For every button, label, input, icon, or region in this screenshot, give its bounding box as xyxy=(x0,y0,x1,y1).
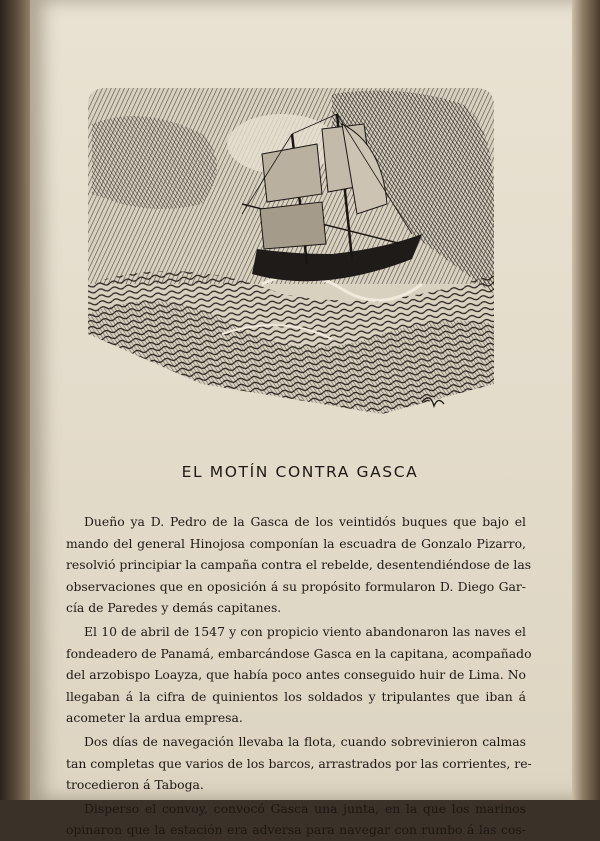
text-line: mando del general Hinojosa componían la escuadra de Gonzalo Pizarro, xyxy=(66,535,526,551)
text-line: observaciones que en oposición á su propósito formularon D. Diego Gar- xyxy=(66,578,526,594)
text-line: Dueño ya D. Pedro de la Gasca de los veintidós buques que bajo el xyxy=(84,514,526,529)
chapter-title: EL MOTÍN CONTRA GASCA xyxy=(181,463,419,481)
text-line: fondeadero de Panamá, embarcándose Gasca en la capitana, acompañado xyxy=(66,645,532,661)
text-line: Dos días de navegación llevaba la flota, cuando sobrevinieron calmas xyxy=(84,733,526,749)
text-line: Disperso el convoy, convocó Gasca una junta, en la que los marinos xyxy=(84,800,526,816)
paragraph xyxy=(66,731,532,796)
paragraph xyxy=(66,798,526,841)
text-line: opinaron que la estación era adversa para navegar con rumbo á las cos- xyxy=(66,822,526,838)
paragraph xyxy=(66,621,532,729)
paragraph xyxy=(66,511,532,619)
body-text xyxy=(66,511,532,841)
text-line: del arzobispo Loayza, que había poco antes conseguido huir de Lima. No xyxy=(66,667,526,683)
text-line: El 10 de abril de 1547 y con propicio viento abandonaron las naves el xyxy=(84,623,526,639)
text-line: resolvió principiar la campaña contra el rebelde, desentendiéndose de las xyxy=(66,557,532,573)
text-line: trocedieron á Taboga. xyxy=(66,777,204,793)
text-line: llegaban á la cifra de quinientos los soldados y tripulantes que iban á xyxy=(66,688,526,704)
book-right-edge xyxy=(572,0,600,800)
text-line: acometer la ardua empresa. xyxy=(66,710,243,726)
text-line: tan completas que varios de los barcos, arrastrados por las corrientes, re- xyxy=(66,755,532,771)
ship-in-storm-engraving xyxy=(82,84,500,424)
text-line: cía de Paredes y demás capitanes. xyxy=(66,600,282,616)
